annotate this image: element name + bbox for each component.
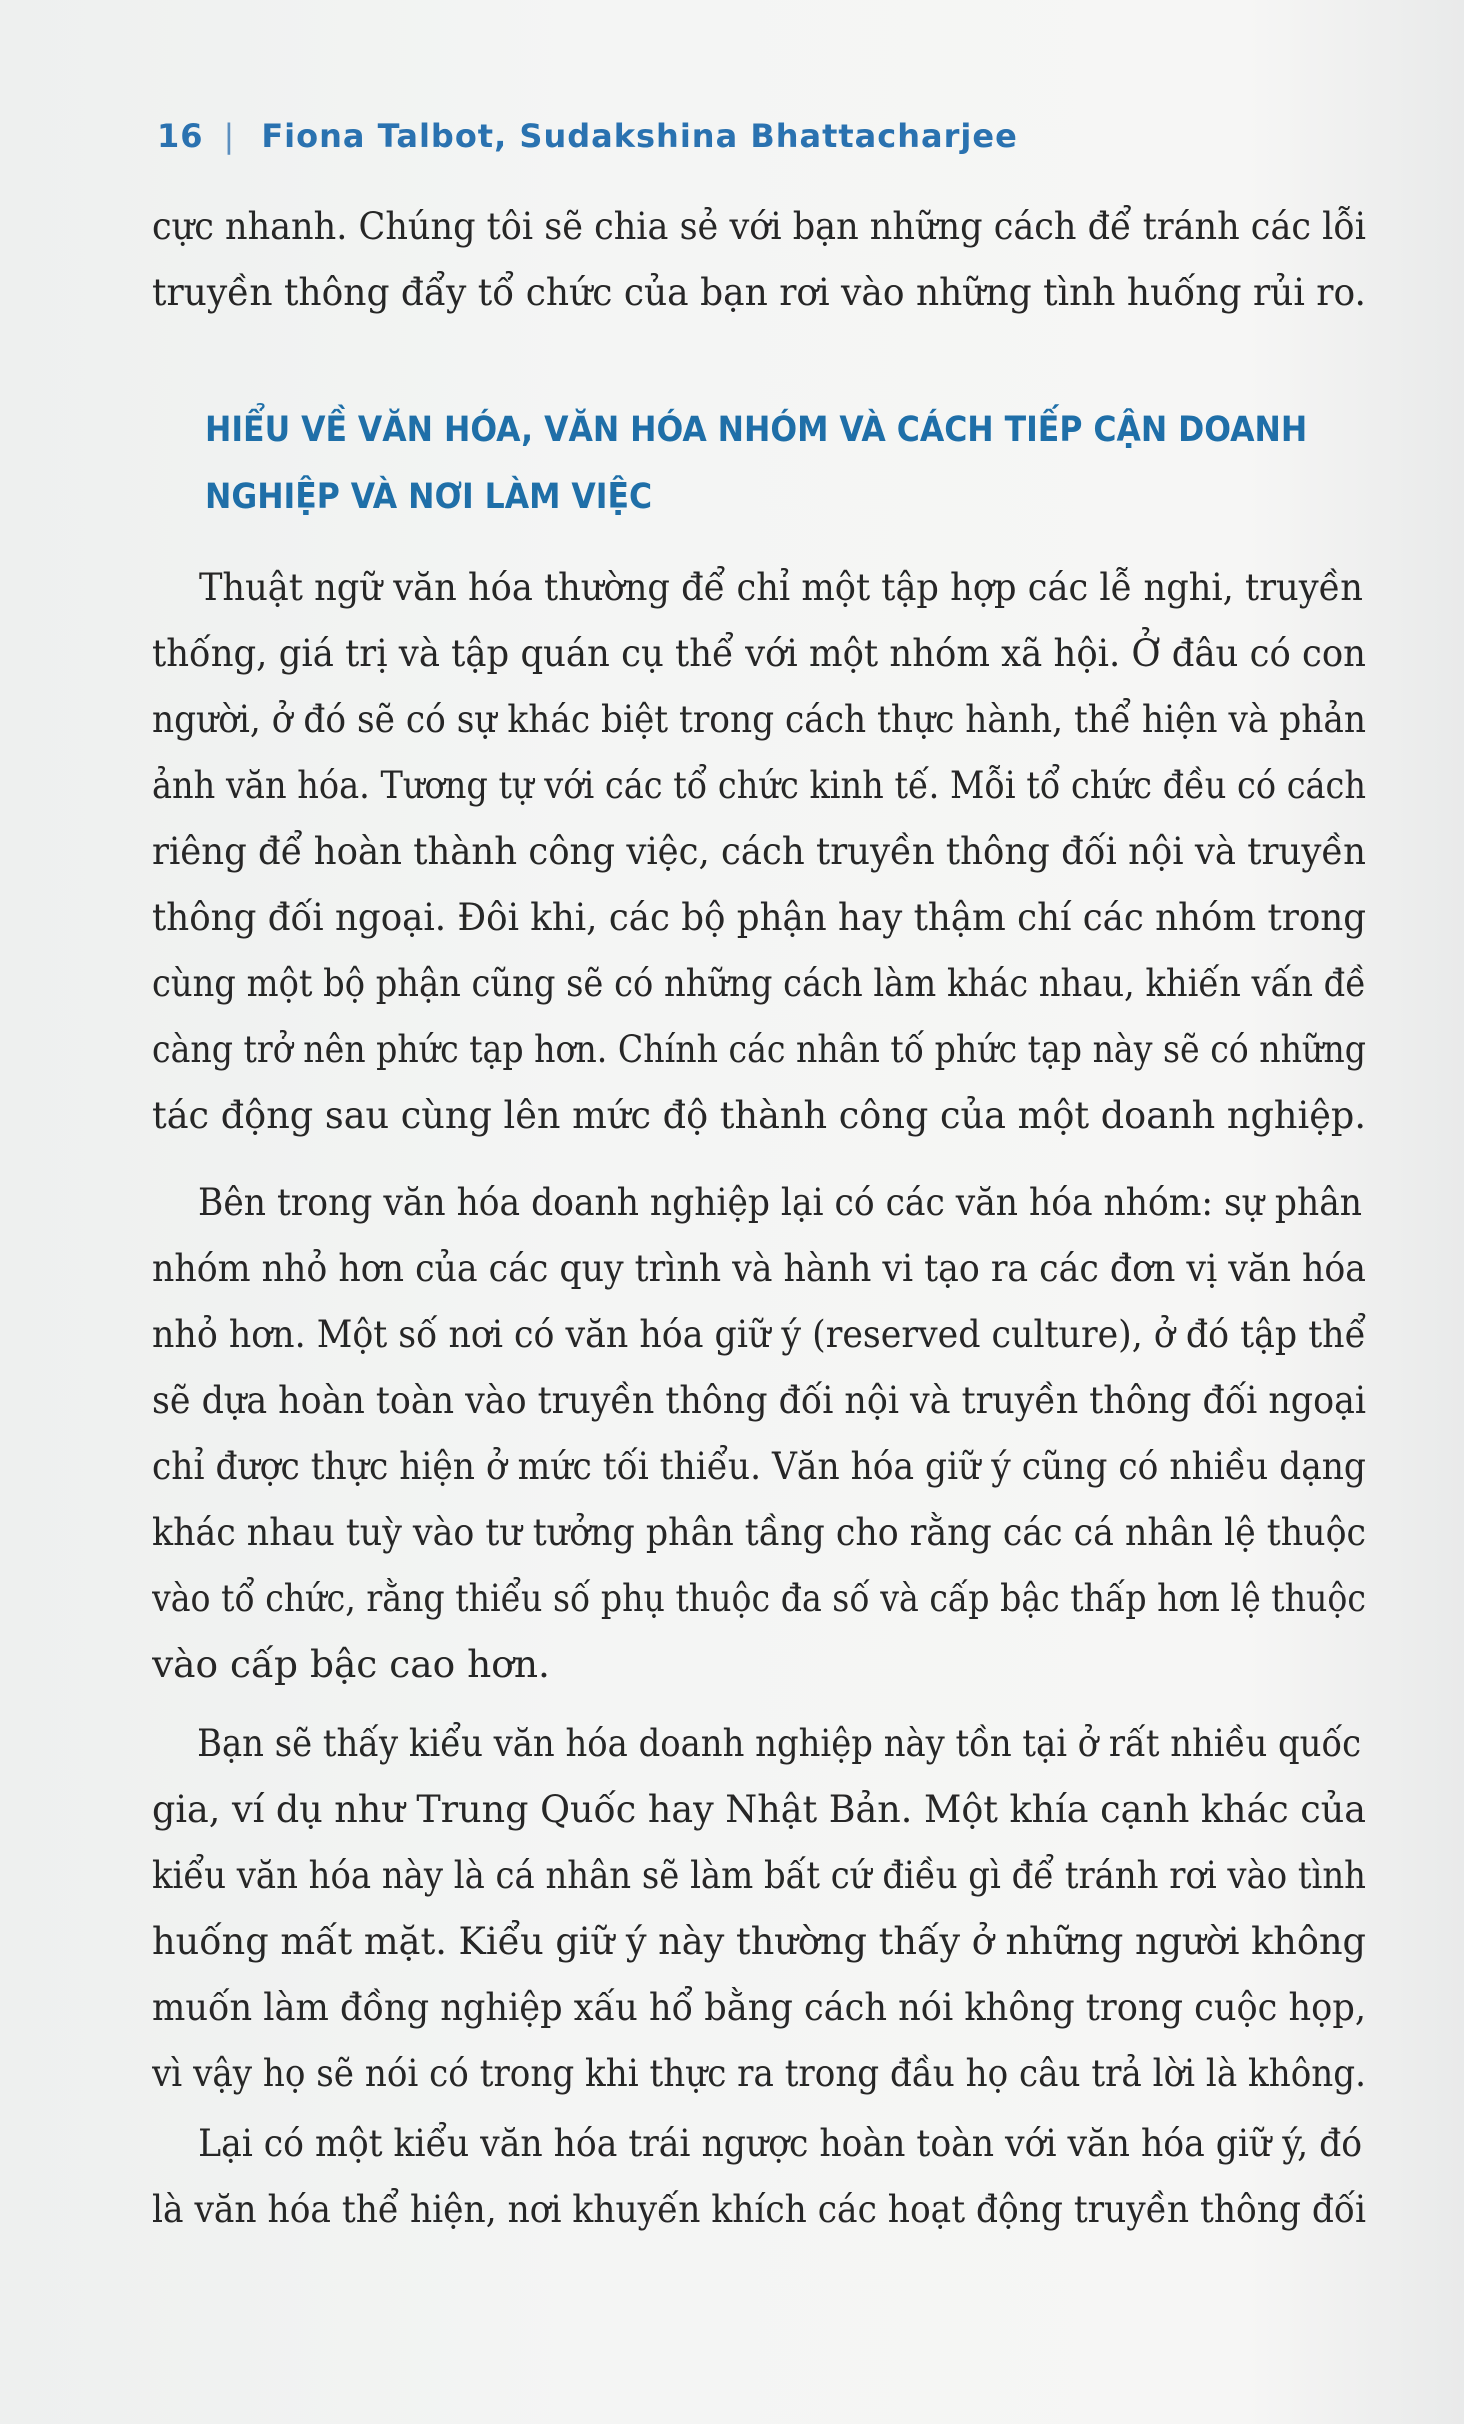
text-line: là văn hóa thể hiện, nơi khuyến khích các hoạt động truyền thông đối xyxy=(152,2187,1366,2231)
text-line: muốn làm đồng nghiệp xấu hổ bằng cách nói không trong cuộc họp, xyxy=(152,1985,1366,2029)
text-line: càng trở nên phức tạp hơn. Chính các nhân tố phức tạp này sẽ có những xyxy=(152,1027,1366,1071)
text-line: Lại có một kiểu văn hóa trái ngược hoàn toàn với văn hóa giữ ý, đó xyxy=(198,2121,1363,2165)
text-line: truyền thông đẩy tổ chức của bạn rơi vào những tình huống rủi ro. xyxy=(152,270,1366,314)
page-number: 16 xyxy=(157,117,204,155)
text-line: chỉ được thực hiện ở mức tối thiểu. Văn hóa giữ ý cũng có nhiều dạng xyxy=(152,1444,1366,1488)
running-header xyxy=(157,117,1018,155)
text-line: cực nhanh. Chúng tôi sẽ chia sẻ với bạn những cách để tránh các lỗi xyxy=(152,204,1366,248)
text-line: cùng một bộ phận cũng sẽ có những cách làm khác nhau, khiến vấn đề xyxy=(152,961,1366,1005)
paragraph-culture xyxy=(152,554,1366,1148)
text-line: tác động sau cùng lên mức độ thành công của một doanh nghiệp. xyxy=(152,1093,1366,1137)
section-heading xyxy=(205,397,1365,531)
text-line: sẽ dựa hoàn toàn vào truyền thông đối nội và truyền thông đối ngoại xyxy=(152,1378,1366,1422)
paragraph-examples xyxy=(152,1710,1366,2106)
paragraph-expressive-culture xyxy=(152,2110,1366,2242)
heading-line: HIỂU VỀ VĂN HÓA, VĂN HÓA NHÓM VÀ CÁCH TIẾP CẬN DOANH xyxy=(205,410,1308,450)
paragraph-group-culture xyxy=(152,1169,1366,1697)
header-authors: Fiona Talbot, Sudakshina Bhattacharjee xyxy=(261,117,1018,155)
text-line: huống mất mặt. Kiểu giữ ý này thường thấy ở những người không xyxy=(152,1919,1366,1963)
text-line: Thuật ngữ văn hóa thường để chỉ một tập hợp các lễ nghi, truyền xyxy=(198,565,1363,609)
text-line: vào cấp bậc cao hơn. xyxy=(152,1642,550,1686)
text-line: riêng để hoàn thành công việc, cách truyền thông đối nội và truyền xyxy=(152,829,1366,873)
text-line: vì vậy họ sẽ nói có trong khi thực ra trong đầu họ câu trả lời là không. xyxy=(152,2051,1366,2095)
heading-line: NGHIỆP VÀ NƠI LÀM VIỆC xyxy=(205,477,653,517)
text-line: vào tổ chức, rằng thiểu số phụ thuộc đa số và cấp bậc thấp hơn lệ thuộc xyxy=(152,1576,1366,1620)
header-separator: | xyxy=(223,117,236,155)
text-line: nhóm nhỏ hơn của các quy trình và hành vi tạo ra các đơn vị văn hóa xyxy=(152,1246,1366,1290)
text-line: gia, ví dụ như Trung Quốc hay Nhật Bản. Một khía cạnh khác của xyxy=(152,1787,1366,1831)
intro-paragraph xyxy=(152,193,1366,325)
text-line: nhỏ hơn. Một số nơi có văn hóa giữ ý (reserved culture), ở đó tập thể xyxy=(152,1312,1366,1356)
text-line: khác nhau tuỳ vào tư tưởng phân tầng cho rằng các cá nhân lệ thuộc xyxy=(152,1510,1366,1554)
text-line: thông đối ngoại. Đôi khi, các bộ phận hay thậm chí các nhóm trong xyxy=(152,895,1366,939)
text-line: ảnh văn hóa. Tương tự với các tổ chức kinh tế. Mỗi tổ chức đều có cách xyxy=(152,763,1366,807)
text-line: kiểu văn hóa này là cá nhân sẽ làm bất cứ điều gì để tránh rơi vào tình xyxy=(152,1853,1366,1897)
text-line: thống, giá trị và tập quán cụ thể với một nhóm xã hội. Ở đâu có con xyxy=(152,631,1366,675)
text-line: người, ở đó sẽ có sự khác biệt trong cách thực hành, thể hiện và phản xyxy=(152,697,1366,741)
text-line: Bạn sẽ thấy kiểu văn hóa doanh nghiệp này tồn tại ở rất nhiều quốc xyxy=(197,1721,1362,1765)
text-line: Bên trong văn hóa doanh nghiệp lại có các văn hóa nhóm: sự phân xyxy=(197,1180,1362,1224)
